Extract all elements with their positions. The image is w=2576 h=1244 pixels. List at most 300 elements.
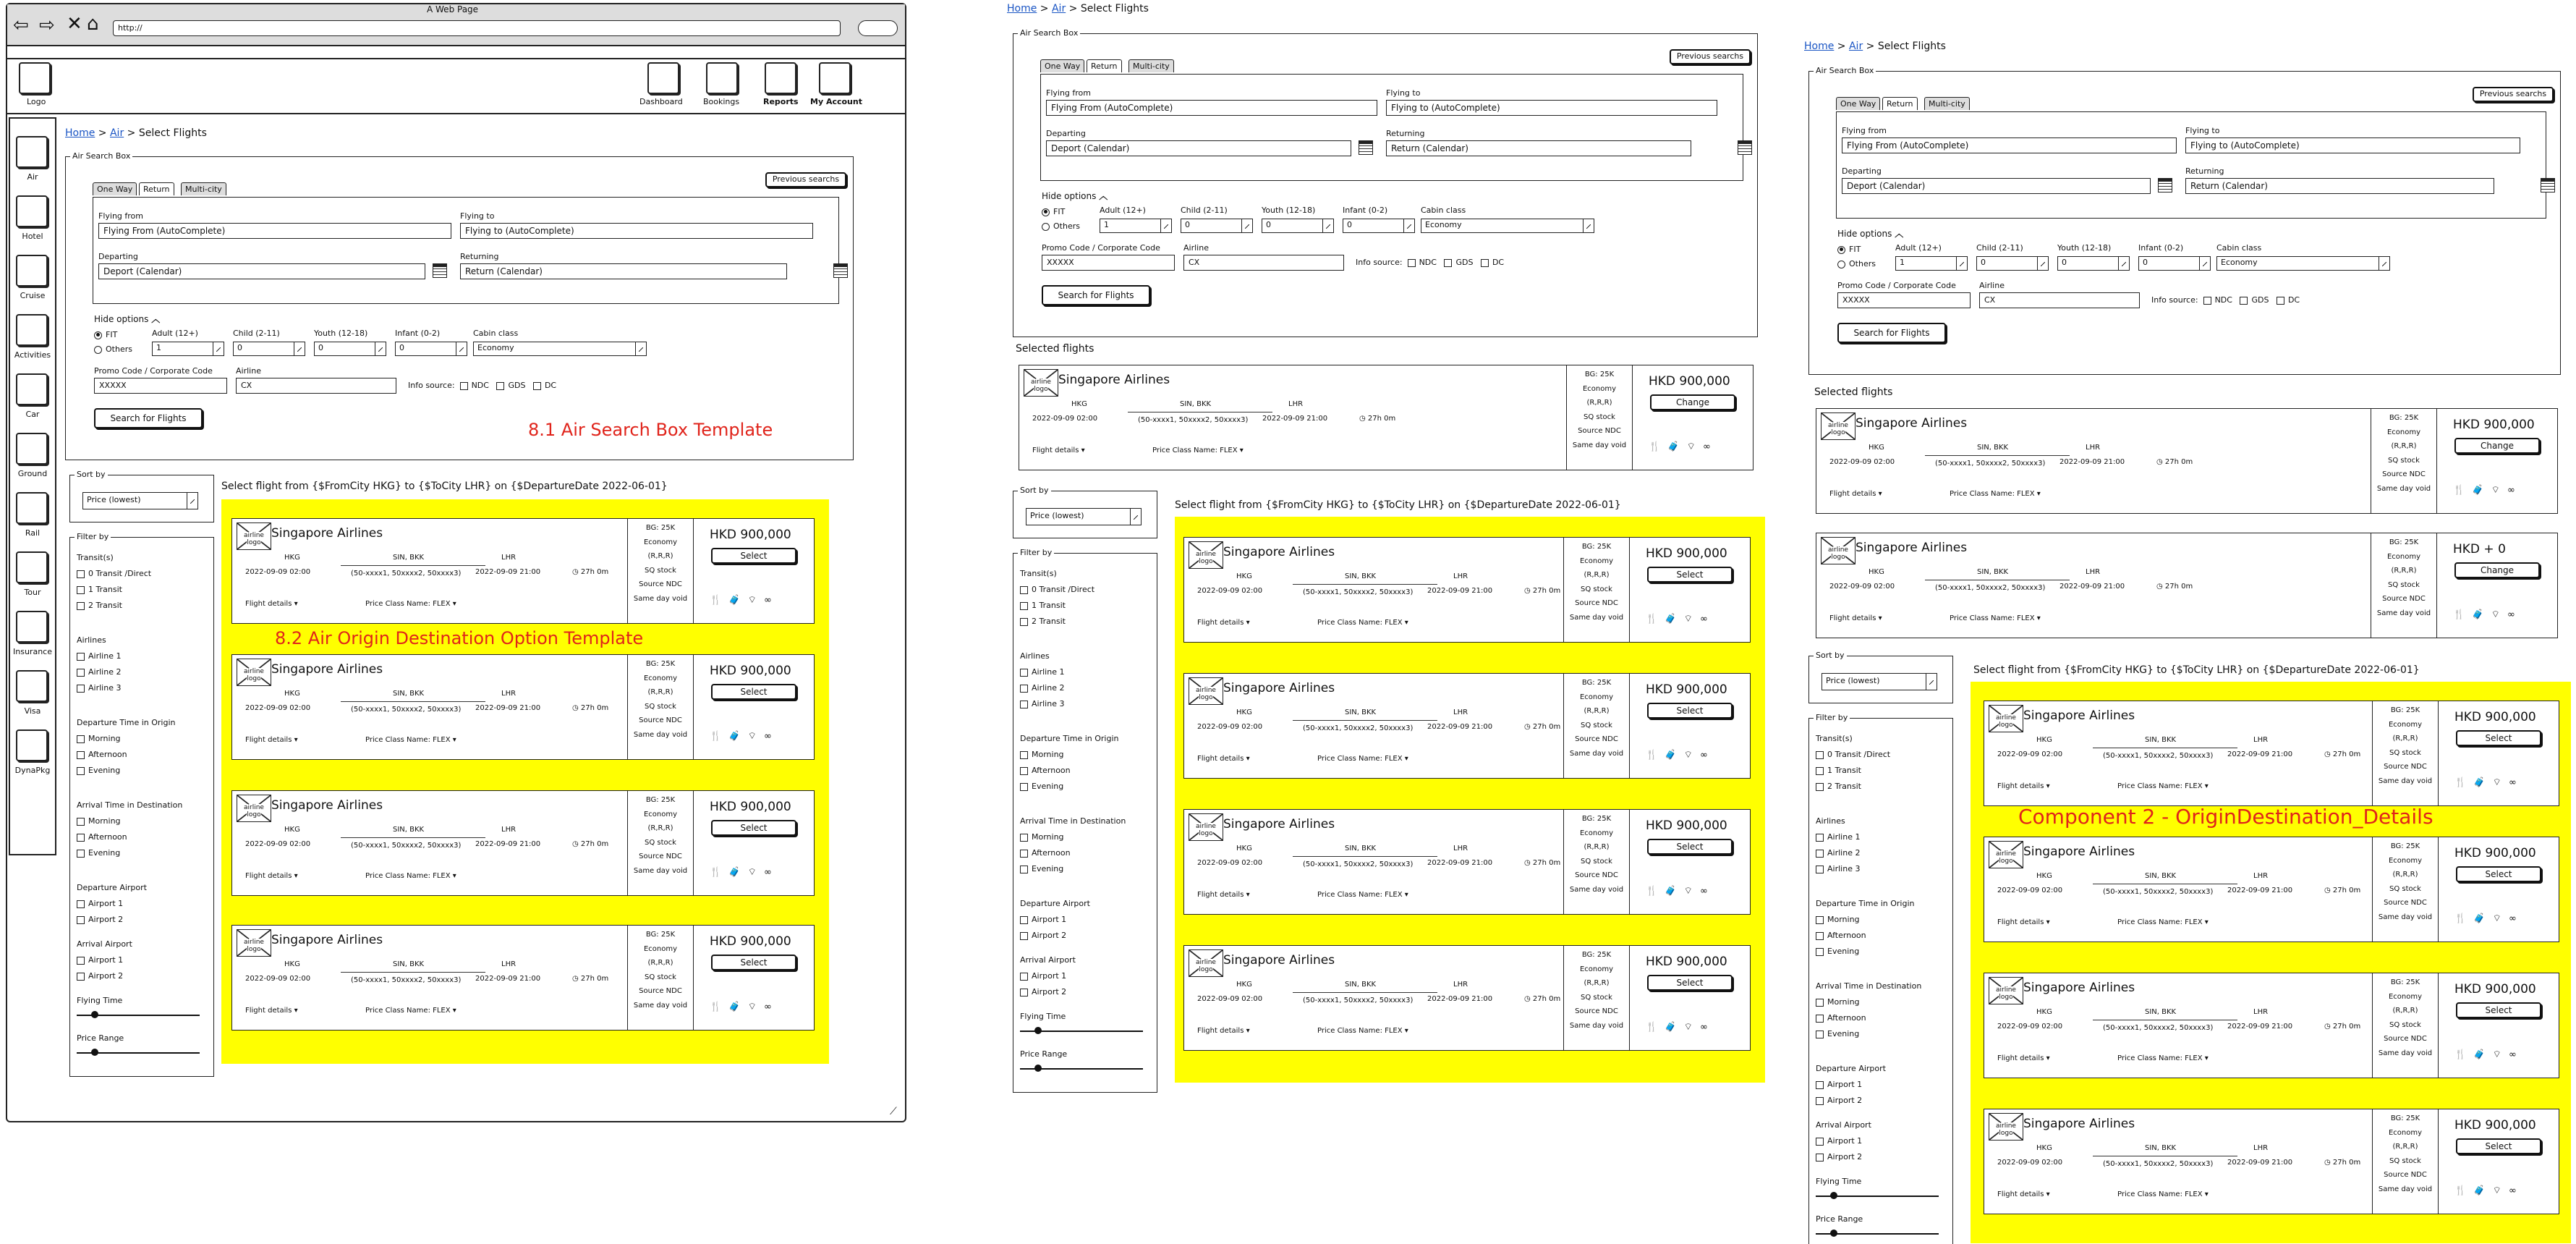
filter-option-label: Airline 3 [88,683,122,693]
breadcrumb-home[interactable]: Home [65,127,95,139]
sidenav-car-icon[interactable] [16,373,48,405]
flying-from-input[interactable]: Flying From (AutoComplete) [1842,137,2177,153]
breadcrumb-air[interactable]: Air [109,127,124,139]
filter-airlines-option[interactable] [77,683,121,693]
filter-airlines-option[interactable] [1816,864,1860,873]
departing-input[interactable]: Deport (Calendar) [1046,140,1351,156]
filter-dap-option[interactable] [77,915,123,924]
price-range-slider[interactable] [1020,1068,1143,1070]
others-radio[interactable] [1837,259,1876,268]
filter-airlines-option[interactable] [77,651,121,661]
search-flights-button[interactable]: Search for Flights [1837,323,1946,343]
tab-multi-city[interactable]: Multi-city [181,182,226,195]
tab-multi-city[interactable]: Multi-city [1924,97,1970,110]
flying-to-input[interactable]: Flying to (AutoComplete) [2185,137,2520,153]
price-class[interactable] [365,1007,456,1015]
filter-option-label: Airline 2 [88,667,122,677]
flight-option-card[interactable] [1816,408,2558,514]
select-button[interactable]: Select [1647,839,1733,855]
filter-transit-option[interactable] [77,569,151,578]
filter-arr-option[interactable] [1816,1029,1859,1038]
flight-option-card[interactable] [1183,809,1751,915]
gds-checkbox[interactable] [2240,297,2248,305]
flight-details-toggle[interactable] [245,736,298,744]
price-range-slider[interactable] [77,1052,200,1054]
flying-to-input[interactable]: Flying to (AutoComplete) [1386,100,1717,116]
filter-dap-title: Departure Airport [1816,1064,1886,1073]
flight-option-card[interactable] [1019,365,1754,470]
departing-input[interactable]: Deport (Calendar) [98,263,425,279]
ndc-checkbox[interactable] [1408,259,1416,267]
filter-transit-option[interactable] [1020,617,1066,626]
flying-from-input[interactable]: Flying From (AutoComplete) [1046,100,1377,116]
tab-return[interactable]: Return [1882,97,1918,110]
tab-one-way[interactable]: One Way [1040,59,1084,72]
promo-input[interactable]: XXXXX [1837,292,1971,308]
airline-name: Singapore Airlines [271,662,383,677]
cabin-select[interactable]: Economy [1421,219,1594,233]
fare-info [1563,538,1630,642]
forward-icon[interactable]: ⇨ [39,14,55,36]
filter-transit-option[interactable] [1816,750,1890,759]
filter-arr-option[interactable] [77,816,121,826]
airline-input[interactable]: CX [1979,292,2140,308]
sidenav-activities-icon[interactable] [16,314,48,346]
calendar-icon[interactable] [1738,140,1752,155]
change-button[interactable]: Change [1650,394,1735,410]
filter-arr-option[interactable] [77,832,127,842]
flight-details-toggle[interactable] [1197,619,1250,627]
filter-airlines-option[interactable] [1020,683,1064,693]
flying-time-slider[interactable] [1020,1031,1143,1032]
price-class-label: Price Class Name: FLEX [1317,891,1403,899]
sidenav-item-visa[interactable]: Visa [24,706,41,716]
fare-info-line: Source NDC [2384,899,2427,907]
calendar-icon[interactable] [2541,178,2555,192]
via-codes: SIN, BKK [2145,1144,2177,1152]
browser-search-field[interactable] [858,20,898,36]
dc-checkbox[interactable] [2277,297,2284,305]
breadcrumb-home[interactable]: Home [1007,3,1037,14]
price-class[interactable] [1317,755,1408,763]
filter-aap-option[interactable] [77,971,123,981]
flight-details-toggle[interactable] [1197,755,1250,763]
flight-details-label: Flight details [245,1007,292,1015]
arrival-time: 2022-09-09 21:00 [475,840,541,848]
flying-to-input[interactable]: Flying to (AutoComplete) [460,223,813,239]
flight-option-card[interactable] [1984,973,2559,1078]
topnav-bookings[interactable]: Bookings [703,97,740,106]
promo-input[interactable]: XXXXX [94,378,227,394]
price-class[interactable] [2117,1190,2209,1198]
tab-return[interactable]: Return [139,182,174,195]
sidenav-item-hotel[interactable]: Hotel [22,232,43,241]
filter-arr-option[interactable] [1020,848,1071,858]
price-class[interactable] [2117,918,2209,926]
change-button[interactable]: Change [2454,562,2540,578]
sidenav-item-insurance[interactable]: Insurance [13,647,52,656]
fare-info-line: SQ stock [2388,580,2420,589]
child-select[interactable]: 0 [233,342,305,356]
sidenav-item-activities[interactable]: Activities [14,350,51,360]
breadcrumb-sep: > [98,127,107,139]
my-account-icon[interactable] [819,62,851,94]
flight-details-toggle[interactable] [1829,490,1882,498]
airline-name: Singapore Airlines [271,933,383,947]
sidenav-visa-icon[interactable] [16,670,48,702]
infant-label: Infant (0-2) [2138,243,2184,253]
select-button[interactable]: Select [1647,567,1733,583]
stop-list: (50-xxxx1, 50xxxx2, 50xxxx3) [2103,752,2214,760]
flight-option-card[interactable] [1984,1109,2559,1214]
info-source [2151,295,2300,305]
select-button[interactable]: Select [711,955,796,970]
logo-icon[interactable] [19,62,51,94]
filter-airlines-option[interactable] [77,667,121,677]
filter-option-label: Evening [88,848,121,858]
filter-transit-option[interactable] [77,601,122,610]
flight-details-toggle[interactable] [245,1007,298,1015]
gds-checkbox[interactable] [496,382,504,390]
price: HKD 900,000 [710,664,791,678]
select-button[interactable]: Select [711,548,796,564]
dashboard-icon[interactable] [647,62,679,94]
filter-option-label: Airport 2 [1032,931,1067,940]
dc-label: DC [1492,258,1505,267]
duration-value: 27h 0m [1532,587,1561,595]
price-class[interactable] [1317,1027,1408,1035]
select-button[interactable]: Select [2456,1002,2541,1018]
duration [1359,415,1395,423]
ndc-checkbox[interactable] [460,382,468,390]
sort-select[interactable]: Price (lowest) [1026,508,1142,525]
topnav-reports[interactable]: Reports [763,97,799,106]
airline-label: Airline [1979,281,2005,290]
price-range-slider[interactable] [1816,1233,1939,1235]
search-flights-button[interactable]: Search for Flights [94,408,203,428]
sidenav-insurance-icon[interactable] [16,611,48,643]
sidenav-dynapkg-icon[interactable] [16,729,48,761]
fare-info-line: Source NDC [639,716,682,724]
price-class[interactable] [365,736,456,744]
bookings-icon[interactable] [706,62,738,94]
caret-down-icon: ▾ [1404,755,1408,763]
promo-label: Promo Code / Corporate Code [94,366,213,376]
flight-option-card[interactable] [1183,673,1751,779]
select-button[interactable]: Select [711,684,796,700]
airline-logo: airline logo [1989,705,2023,732]
sidenav-item-ground[interactable]: Ground [17,469,48,478]
tab-one-way[interactable]: One Way [1836,97,1880,110]
filter-arr-option[interactable] [1816,1013,1866,1023]
departure-time: 2022-09-09 02:00 [1829,458,1895,466]
sidenav-hotel-icon[interactable] [16,195,48,227]
filter-dep-option[interactable] [77,766,120,775]
gds-checkbox[interactable] [1444,259,1452,267]
dc-checkbox[interactable] [1481,259,1489,267]
flight-option-card[interactable] [231,925,815,1031]
fare-info-line: SQ stock [645,702,676,711]
flying-from-input[interactable]: Flying From (AutoComplete) [98,223,451,239]
stop-list: (50-xxxx1, 50xxxx2, 50xxxx3) [351,842,462,850]
filter-dep-option[interactable] [1816,931,1866,940]
price-class[interactable] [1317,619,1408,627]
fare-info-line: SQ stock [2389,1020,2421,1029]
youth-select[interactable]: 0 [2057,256,2130,271]
dc-checkbox[interactable] [533,382,541,390]
filter-dep-title: Departure Time in Origin [77,718,176,727]
topnav-my-account[interactable]: My Account [810,97,862,106]
sidenav-item-car[interactable]: Car [25,410,40,419]
flight-details-toggle[interactable] [1997,782,2050,790]
filter-transit-option[interactable] [1816,782,1861,791]
sidenav-cruise-icon[interactable] [16,255,48,287]
price-class[interactable] [1152,447,1244,454]
fit-radio[interactable] [94,330,117,339]
origin-code: HKG [1869,444,1884,452]
airline-input[interactable]: CX [1183,255,1344,271]
price-class[interactable] [1950,614,2041,622]
sort-select[interactable]: Price (lowest) [1822,673,1937,690]
price-class[interactable] [365,872,456,880]
calendar-icon[interactable] [433,263,447,278]
filter-dep-option[interactable] [77,750,127,759]
breadcrumb-home[interactable]: Home [1804,41,1835,52]
select-button[interactable]: Select [1647,703,1733,719]
reports-icon[interactable] [765,62,796,94]
sort-select[interactable]: Price (lowest) [82,492,198,509]
filter-transit-option[interactable] [1020,585,1094,594]
airline-input[interactable]: CX [236,378,396,394]
select-button[interactable]: Select [2456,866,2541,882]
departing-label: Departing [98,252,138,261]
home-icon[interactable]: ⌂ [87,13,99,35]
destination-code: LHR [1453,708,1468,716]
breadcrumb-air[interactable]: Air [1848,41,1863,52]
filter-option-label: Afternoon [1032,766,1071,775]
flight-option-card[interactable] [231,790,815,896]
filter-dap-option[interactable] [1816,1080,1862,1089]
flight-details-toggle[interactable] [1997,1054,2050,1062]
breadcrumb-current: Select Flights [1877,41,1946,52]
select-button[interactable]: Select [2456,730,2541,746]
sidenav-air-icon[interactable] [16,136,48,168]
caret-down-icon: ▾ [2046,1190,2050,1198]
tab-one-way[interactable]: One Way [93,182,137,195]
filter-transit-option[interactable] [77,585,122,594]
fare-info-line: (R,R,R) [1584,843,1610,851]
sidenav-item-dynapkg[interactable]: DynaPkg [14,766,51,775]
departing-label: Departing [1046,129,1086,138]
change-button[interactable]: Change [2454,438,2540,454]
tab-return[interactable]: Return [1087,59,1122,72]
price-class-label: Price Class Name: FLEX [2117,1190,2203,1198]
filter-airlines-option[interactable] [1020,667,1064,677]
filter-aap-option[interactable] [1816,1136,1862,1146]
returning-input[interactable]: Return (Calendar) [460,263,787,279]
url-field[interactable]: http:// [113,20,841,36]
flight-option-card[interactable] [231,654,815,760]
flight-option-card[interactable] [1183,945,1751,1051]
returning-input[interactable]: Return (Calendar) [2185,178,2494,194]
select-button[interactable]: Select [1647,975,1733,991]
filter-aap-option[interactable] [1020,971,1066,981]
annotation-search-box: 8.1 Air Search Box Template [528,420,773,440]
fare-info-line: Same day void [633,1001,688,1010]
price-class[interactable] [1317,891,1408,899]
filter-aap-option[interactable] [1020,987,1066,997]
flight-details-toggle[interactable] [245,872,298,880]
filter-airlines-option[interactable] [1020,699,1064,708]
previous-searches-button[interactable]: Previous searchs [2473,87,2554,102]
caret-down-icon: ▾ [1878,490,1882,498]
flight-details-label: Flight details [1197,755,1244,763]
fit-radio[interactable] [1837,245,1861,254]
filter-dep-option[interactable] [1816,947,1859,956]
flight-option-card[interactable] [1984,837,2559,942]
hide-options-toggle[interactable] [1837,229,1903,239]
previous-searches-button[interactable]: Previous searchs [1670,49,1751,64]
flight-option-card[interactable] [1183,537,1751,643]
stop-list: (50-xxxx1, 50xxxx2, 50xxxx3) [1303,724,1414,732]
infant-select[interactable]: 0 [1343,219,1415,233]
filter-arr-option[interactable] [77,848,120,858]
flight-details-toggle[interactable] [245,600,298,608]
price-class[interactable] [365,600,456,608]
filter-arr-option[interactable] [1020,864,1063,873]
fare-info [1563,946,1630,1050]
back-icon[interactable]: ⇦ [13,14,29,36]
price-class-label: Price Class Name: FLEX [2117,1054,2203,1062]
filter-aap-option[interactable] [77,955,123,965]
filter-airlines-option[interactable] [1816,848,1860,858]
youth-label: Youth (12-18) [1262,206,1316,215]
flight-details-toggle[interactable] [1997,1190,2050,1198]
fit-radio[interactable] [1042,207,1065,216]
youth-select[interactable]: 0 [314,342,386,356]
filter-option-label: Evening [1032,864,1064,873]
price-class-label: Price Class Name: FLEX [365,872,451,880]
child-select[interactable]: 0 [1976,256,2049,271]
filter-transit-option[interactable] [1020,601,1066,610]
filter-dap-option[interactable] [1020,915,1066,924]
calendar-icon[interactable] [2158,178,2172,192]
adult-select[interactable]: 1 [152,342,224,356]
flight-details-toggle[interactable] [1829,614,1882,622]
caret-down-icon: ▾ [1404,1027,1408,1035]
filter-dep-option[interactable] [77,734,121,743]
youth-select[interactable]: 0 [1262,219,1334,233]
fare-info-line: BG: 25K [2389,414,2419,422]
hide-options-toggle[interactable] [94,314,160,324]
hide-options-toggle[interactable] [1042,191,1108,201]
infant-select[interactable]: 0 [395,342,467,356]
filter-option-label: Afternoon [88,832,127,842]
filter-dep-option[interactable] [1020,782,1063,791]
filter-aap-option[interactable] [1816,1152,1862,1162]
sidenav-item-tour[interactable]: Tour [24,588,41,597]
flight-details-toggle[interactable] [1197,891,1250,899]
topnav-dashboard[interactable]: Dashboard [639,97,683,106]
filter-airlines-option[interactable] [1816,832,1860,842]
sidenav-item-rail[interactable]: Rail [25,528,41,538]
filter-dap-option[interactable] [77,899,123,908]
departure-time: 2022-09-09 02:00 [1197,723,1263,731]
departing-input[interactable]: Deport (Calendar) [1842,178,2151,194]
flight-details-toggle[interactable] [1032,447,1085,454]
filter-option-label: Airport 1 [1827,1136,1863,1146]
filter-option-label: Airport 1 [1032,915,1067,924]
cabin-select[interactable]: Economy [2216,256,2390,271]
filter-transit-option[interactable] [1816,766,1861,775]
price-class-label: Price Class Name: FLEX [365,1007,451,1015]
fare-info-line: Same day void [1569,885,1624,894]
sidenav-rail-icon[interactable] [16,492,48,524]
via-codes: SIN, BKK [2145,1008,2177,1016]
filter-dep-option[interactable] [1816,915,1860,924]
filter-dap-option[interactable] [1816,1096,1862,1105]
close-icon[interactable]: ✕ [67,13,82,35]
child-select[interactable]: 0 [1181,219,1253,233]
flying-time-slider[interactable] [1816,1196,1939,1197]
fare-info-line: Economy [2388,1128,2423,1137]
route-line [341,837,485,838]
calendar-icon[interactable] [833,263,848,278]
returning-input[interactable]: Return (Calendar) [1386,140,1691,156]
sidenav-tour-icon[interactable] [16,551,48,583]
search-flights-button[interactable]: Search for Flights [1042,285,1150,305]
flight-option-card[interactable] [1816,533,2558,638]
price-class[interactable] [2117,1054,2209,1062]
filter-arr-option[interactable] [1020,832,1064,842]
others-label: Others [106,344,132,354]
previous-searches-button[interactable]: Previous searchs [765,172,846,187]
sidenav-ground-icon[interactable] [16,433,48,465]
flight-details-toggle[interactable] [1197,1027,1250,1035]
clock-icon: ◷ [2324,1159,2331,1167]
sidenav-item-air[interactable]: Air [27,172,38,182]
caret-down-icon: ▾ [1246,755,1250,763]
filter-dap-option[interactable] [1020,931,1066,940]
select-button[interactable]: Select [2456,1138,2541,1154]
filter-option-label: Airline 1 [1032,667,1065,677]
adult-select[interactable]: 1 [1895,256,1968,271]
price-class[interactable] [1950,490,2041,498]
filter-option-label: 1 Transit [1032,601,1066,610]
others-radio[interactable] [1042,221,1080,231]
promo-input[interactable]: XXXXX [1042,255,1175,271]
filter-dep-option[interactable] [1020,766,1071,775]
tab-multi-city[interactable]: Multi-city [1128,59,1174,72]
breadcrumb-air[interactable]: Air [1051,3,1066,14]
filter-dep-option[interactable] [1020,750,1064,759]
flight-details-toggle[interactable] [1997,918,2050,926]
others-radio[interactable] [94,344,132,354]
select-button[interactable]: Select [711,820,796,836]
filter-arr-option[interactable] [1816,997,1860,1007]
flight-option-card[interactable] [231,518,815,624]
flight-option-card[interactable] [1984,701,2559,806]
price-class[interactable] [2117,782,2209,790]
ndc-checkbox[interactable] [2203,297,2211,305]
adult-select[interactable]: 1 [1100,219,1172,233]
flying-time-slider[interactable] [77,1015,200,1016]
cabin-select[interactable]: Economy [473,342,647,356]
fare-info-line: Economy [643,944,678,953]
calendar-icon[interactable] [1359,140,1373,155]
infant-select[interactable]: 0 [2138,256,2211,271]
sidenav-item-cruise[interactable]: Cruise [20,291,46,300]
